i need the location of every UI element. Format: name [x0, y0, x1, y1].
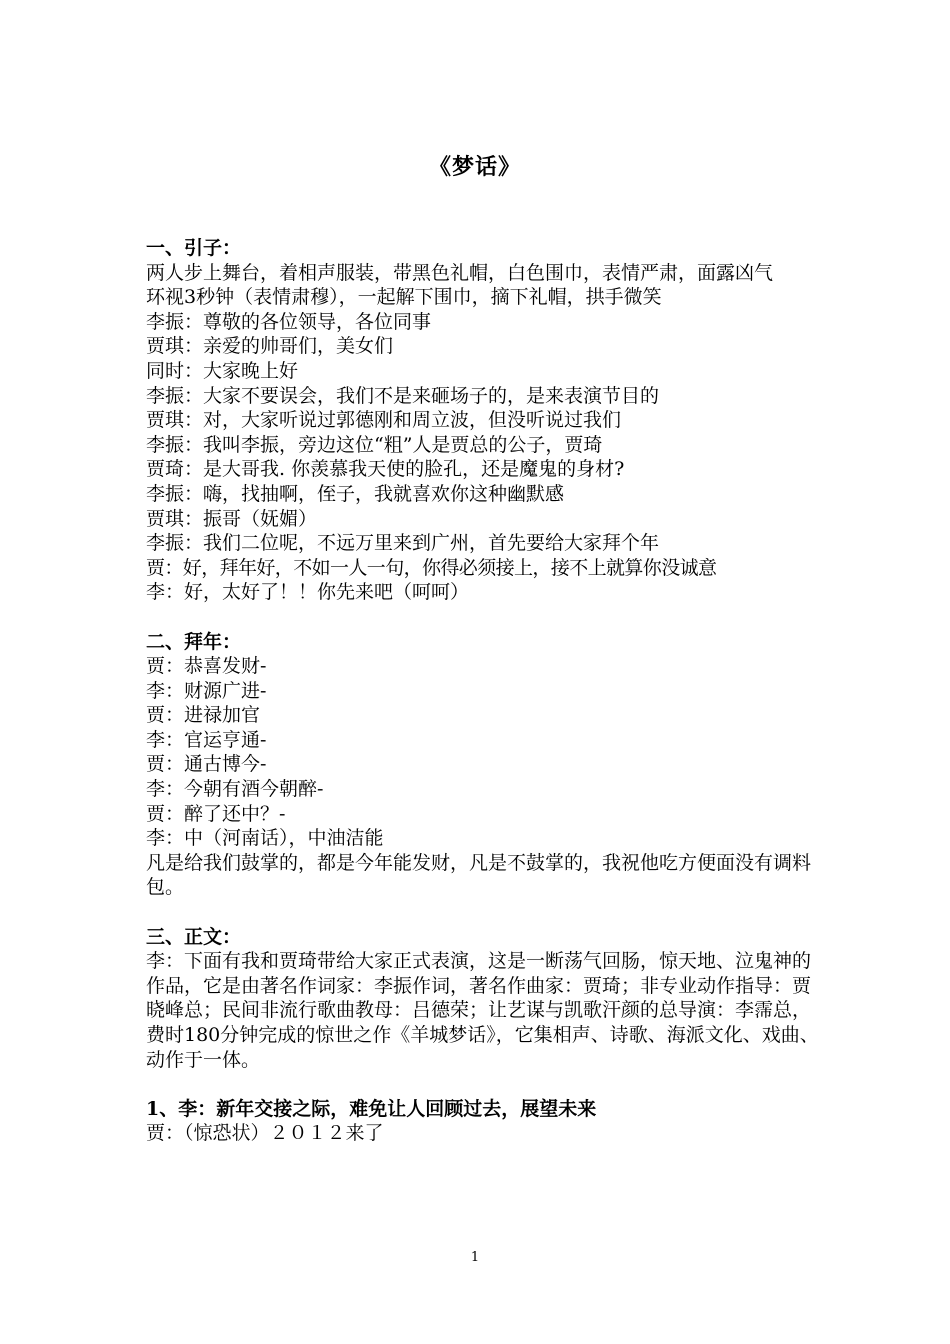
section-part-1 — [146, 1097, 826, 1146]
paragraph-line: 贾琪：亲爱的帅哥们，美女们 — [146, 335, 394, 358]
paragraph-gap — [146, 605, 826, 630]
paragraph-line: 两人步上舞台，着相声服装，带黑色礼帽，白色围巾，表情严肃，面露凶气 — [146, 261, 774, 284]
section-main — [146, 925, 826, 1073]
paragraph-gap — [146, 900, 826, 925]
paragraph-line: 李：中（河南话），中油洁能 — [146, 827, 384, 850]
section-heading: 三、正文： — [146, 925, 242, 948]
paragraph-line: 李：下面有我和贾琦带给大家正式表演，这是一断荡气回肠，惊天地、泣鬼神的作品，它是由著名作词家：李振作词，著名作曲家：贾琦；非专业动作指导：贾晓峰总；民间非流行歌曲教母：吕德荣；让艺谋与凯歌汗颜的总导演：李霈总，费时180分钟完成的惊世之作《羊城梦话》，它集相声、诗歌、海派文化、戏曲、动作于一体。 — [146, 950, 819, 1071]
paragraph-line: 贾：通古博今- — [146, 753, 267, 776]
paragraph-gap — [146, 1072, 826, 1097]
paragraph-line: 贾琦：是大哥我. 你羡慕我天使的脸孔，还是魔鬼的身材? — [146, 458, 625, 481]
paragraph-line: 环视3秒钟（表情肃穆），一起解下围巾，摘下礼帽，拱手微笑 — [146, 286, 662, 309]
paragraph-line: 李：官运亨通- — [146, 728, 267, 751]
paragraph-line: 贾：进禄加官 — [146, 704, 261, 727]
paragraph-line: 李：财源广进- — [146, 679, 267, 702]
document-title: 《梦话》 — [428, 154, 521, 180]
document-body — [146, 236, 826, 1146]
section-heading: 二、拜年： — [146, 630, 242, 653]
paragraph-line: 李振：嗨，找抽啊，侄子，我就喜欢你这种幽默感 — [146, 482, 565, 505]
page-number: 1 — [470, 1250, 480, 1265]
section-heading: 1、李：新年交接之际，难免让人回顾过去，展望未来 — [146, 1097, 597, 1120]
paragraph-line: 李振：尊敬的各位领导，各位同事 — [146, 310, 432, 333]
paragraph-line: 李振：大家不要误会，我们不是来砸场子的，是来表演节目的 — [146, 384, 660, 407]
section-heading: 一、引子： — [146, 237, 242, 259]
paragraph-line: 凡是给我们鼓掌的，都是今年能发财，凡是不鼓掌的，我祝他吃方便面没有调料包。 — [146, 851, 812, 899]
paragraph-line: 贾：好，拜年好，不如一人一句，你得必须接上，接不上就算你没诚意 — [146, 556, 717, 579]
paragraph-line: 贾琪：对，大家听说过郭德刚和周立波，但没听说过我们 — [146, 409, 622, 432]
paragraph-line: 同时：大家晚上好 — [146, 359, 299, 382]
paragraph-line: 贾：（惊恐状）２０１２来了 — [146, 1122, 384, 1145]
paragraph-line: 李振：我们二位呢，不远万里来到广州，首先要给大家拜个年 — [146, 532, 660, 555]
paragraph-line: 李：今朝有酒今朝醉- — [146, 778, 324, 801]
paragraph-line: 李振：我叫李振，旁边这位“粗”人是贾总的公子，贾琦 — [146, 433, 603, 456]
paragraph-line: 贾：醉了还中？- — [146, 802, 286, 825]
section-intro — [146, 236, 826, 605]
paragraph-line: 李：好，太好了！！你先来吧（呵呵） — [146, 581, 470, 604]
section-new-year — [146, 630, 826, 901]
paragraph-line: 贾：恭喜发财- — [146, 655, 267, 678]
paragraph-line: 贾琪：振哥（妩媚） — [146, 507, 318, 530]
